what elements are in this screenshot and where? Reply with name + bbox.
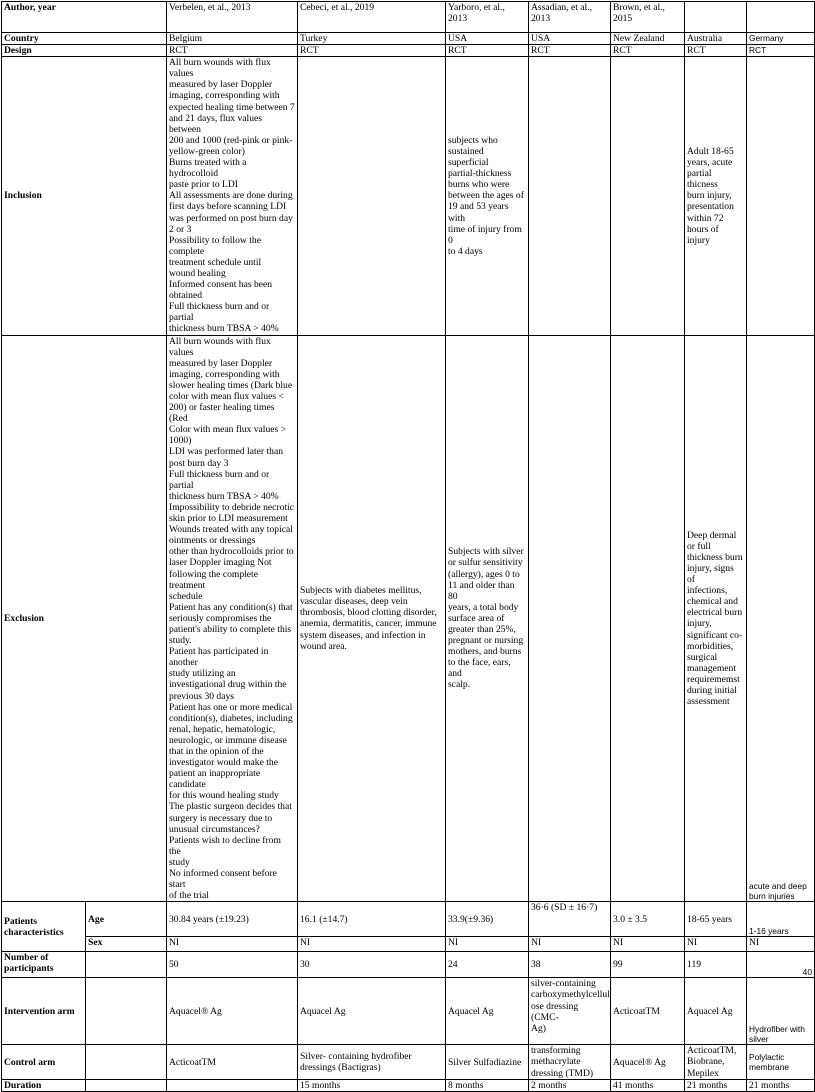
duration-cell: 41 months — [611, 1080, 685, 1092]
country-cell: USA — [446, 33, 529, 45]
control-label: Control arm — [2, 1045, 86, 1080]
exclusion-cell: Subjects with diabetes mellitus, vascular diseases, deep vein thrombosis, blood clotting disorder, anemia, dermatitis, cancer, immune system diseases, and infection in wound area. — [298, 335, 446, 902]
participants-subcell — [86, 952, 167, 978]
intervention-cell: Aquacel Ag — [446, 978, 529, 1045]
sex-row — [2, 937, 815, 952]
sex-cell: NI — [298, 937, 446, 952]
participants-cell: 50 — [167, 952, 298, 978]
exclusion-cell: acute and deep burn injuries — [747, 335, 815, 902]
country-row — [2, 33, 815, 45]
country-cell: USA — [529, 33, 611, 45]
sex-cell: NI — [747, 937, 815, 952]
duration-row — [2, 1080, 815, 1092]
control-cell: ActicoatTM — [167, 1045, 298, 1080]
duration-cell: 2 months — [529, 1080, 611, 1092]
exclusion-cell — [611, 335, 685, 902]
inclusion-cell — [611, 57, 685, 335]
age-cell: 30.84 years (±19.23) — [167, 902, 298, 937]
study-characteristics-table — [1, 1, 815, 1092]
exclusion-cell — [529, 335, 611, 902]
age-cell: 16.1 (±14.7) — [298, 902, 446, 937]
header-author-year: Author, year — [2, 2, 167, 33]
control-cell: Silver Sulfadiazine — [446, 1045, 529, 1080]
duration-cell: 21 months — [685, 1080, 747, 1092]
header-verbelen: Verbelen, et al., 2013 — [167, 2, 298, 33]
header-col7 — [685, 2, 747, 33]
design-label: Design — [2, 45, 167, 57]
design-cell: RCT — [298, 45, 446, 57]
header-brown: Brown, et al., 2015 — [611, 2, 685, 33]
design-cell: RCT — [685, 45, 747, 57]
age-cell: 36·6 (SD ± 16·7) — [529, 902, 611, 937]
participants-cell: 30 — [298, 952, 446, 978]
inclusion-cell — [298, 57, 446, 335]
design-cell: RCT — [747, 45, 815, 57]
country-label: Country — [2, 33, 167, 45]
sex-cell: NI — [529, 937, 611, 952]
country-cell: Belgium — [167, 33, 298, 45]
country-cell: Germany — [747, 33, 815, 45]
exclusion-label: Exclusion — [2, 335, 167, 902]
design-cell: RCT — [167, 45, 298, 57]
sex-cell: NI — [167, 937, 298, 952]
duration-cell — [167, 1080, 298, 1092]
country-cell: Australia — [685, 33, 747, 45]
age-cell: 18-65 years — [685, 902, 747, 937]
exclusion-cell: Subjects with silver or sulfur sensitivity (allergy), ages 0 to 11 and older than 80 years, a total body surface area of greater than 25%, pregnant or nursing mothers, and burns to the face, ears, and scalp. — [446, 335, 529, 902]
inclusion-label: Inclusion — [2, 57, 167, 335]
inclusion-row — [2, 57, 815, 335]
participants-label: Number of participants — [2, 952, 86, 978]
design-cell: RCT — [529, 45, 611, 57]
control-cell: Polylactic membrane — [747, 1045, 815, 1080]
intervention-row — [2, 978, 815, 1045]
age-cell: 1-16 years — [747, 902, 815, 937]
duration-cell: 21 months — [747, 1080, 815, 1092]
duration-cell: 8 months — [446, 1080, 529, 1092]
design-cell: RCT — [446, 45, 529, 57]
age-label: Age — [86, 902, 167, 937]
design-row — [2, 45, 815, 57]
age-cell: 33.9(±9.36) — [446, 902, 529, 937]
sex-cell: NI — [685, 937, 747, 952]
participants-row — [2, 952, 815, 978]
header-yarboro: Yarboro, et al., 2013 — [446, 2, 529, 33]
intervention-cell: silver-containing carboxymethylcellul ose dressing (CMC- Ag) — [529, 978, 611, 1045]
intervention-subcell — [86, 978, 167, 1045]
country-cell: New Zealand — [611, 33, 685, 45]
design-cell: RCT — [611, 45, 685, 57]
control-cell: Aquacel® Ag — [611, 1045, 685, 1080]
header-row — [2, 2, 815, 33]
sex-cell: NI — [446, 937, 529, 952]
inclusion-cell: All burn wounds with flux values measured by laser Doppler imaging, corresponding with expected healing time between 7 and 21 days, flux values between 200 and 1000 (red-pink or pink- yellow-green color) Burns treated with a hydrocolloid paste prior to LDI All assessments are done during first days before scanning LDI was performed on post burn day 2 or 3 Possibility to follow the complete treatment schedule until wound healing Informed consent has been obtained Full thickness burn and or partial thickness burn TBSA > 40% — [167, 57, 298, 335]
intervention-cell: Hydrofiber with silver — [747, 978, 815, 1045]
country-cell: Turkey — [298, 33, 446, 45]
control-row — [2, 1045, 815, 1080]
sex-label: Sex — [86, 937, 167, 952]
header-cebeci: Cebeci, et al., 2019 — [298, 2, 446, 33]
exclusion-row — [2, 335, 815, 902]
patients-characteristics-label: Patients characteristics — [2, 902, 86, 952]
inclusion-cell — [747, 57, 815, 335]
header-assadian: Assadian, et al., 2013 — [529, 2, 611, 33]
intervention-cell: ActicoatTM — [611, 978, 685, 1045]
header-col8 — [747, 2, 815, 33]
participants-cell: 99 — [611, 952, 685, 978]
participants-cell: 119 — [685, 952, 747, 978]
exclusion-cell: All burn wounds with flux values measured by laser Doppler imaging, corresponding with slower healing times (Dark blue color with mean flux values < 200) or faster healing times (Red Color with mean flux values > 1000) LDI was performed later than post burn day 3 Full thickness burn and or partial thickness burn TBSA > 40% Impossibility to debride necrotic skin prior to LDI measurement Wounds treated with any topical ointments or dressings other than hydrocolloids prior to laser Doppler imaging Not following the complete treatment schedule Patient has any condition(s) that seriously compromises the patient's ability to complete this study. Patient has participated in another study utilizing an investigational drug within the previous 30 days Patient has one or more medical condition(s), diabetes, including renal, hepatic, hematologic, neurologic, or immune disease that in the opinion of the investigator would make the patient an inappropriate candidate for this wound healing study The plastic surgeon decides that surgery is necessary due to unusual circumstances? Patients wish to decline from the study No informed consent before start of the trial — [167, 335, 298, 902]
sex-cell: NI — [611, 937, 685, 952]
duration-label: Duration — [2, 1080, 86, 1092]
participants-cell: 24 — [446, 952, 529, 978]
age-cell: 3.0 ± 3.5 — [611, 902, 685, 937]
intervention-cell: Aquacel® Ag — [167, 978, 298, 1045]
control-cell: ActicoatTM, Biobrane, Mepilex — [685, 1045, 747, 1080]
participants-cell: 40 — [747, 952, 815, 978]
intervention-label: Intervention arm — [2, 978, 86, 1045]
control-subcell — [86, 1045, 167, 1080]
participants-cell: 38 — [529, 952, 611, 978]
inclusion-cell: Adult 18-65 years, acute partial thicness burn injury, presentation within 72 hours of injury — [685, 57, 747, 335]
inclusion-cell: subjects who sustained superficial partial-thickness burns who were between the ages of 19 and 53 years with time of injury from 0 to 4 days — [446, 57, 529, 335]
duration-cell: 15 months — [298, 1080, 446, 1092]
control-cell: Silver- containing hydrofiber dressings (Bactigras) — [298, 1045, 446, 1080]
age-row — [2, 902, 815, 937]
control-cell: transforming methacrylate dressing (TMD) — [529, 1045, 611, 1080]
intervention-cell: Aquacel Ag — [298, 978, 446, 1045]
duration-subcell — [86, 1080, 167, 1092]
intervention-cell: Aquacel Ag — [685, 978, 747, 1045]
inclusion-cell — [529, 57, 611, 335]
exclusion-cell: Deep dermal or full thickness burn injury, signs of infections, chemical and electrical burn injury, significant co- morbidities, surgical management requirememst during initial assessment — [685, 335, 747, 902]
